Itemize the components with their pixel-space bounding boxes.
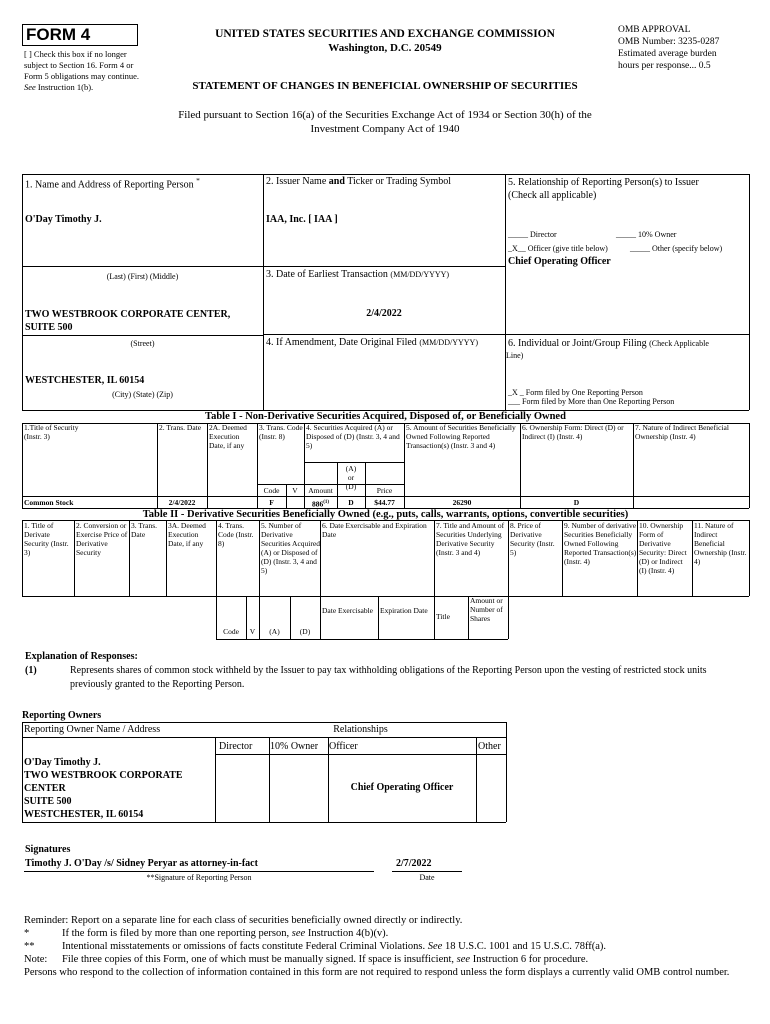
t1-h-deemed-date: 2A. Deemed Execution Date, if any (209, 423, 247, 450)
t2-h-price: 8. Price of Derivative Security (Instr. 5) (510, 521, 555, 557)
footnote-double-star: ** Intentional misstatements or omissions of facts constitute Federal Criminal Violations. See 18 U.S.C. 1001 and 15 U.S.C. 78ff(a). (24, 941, 607, 952)
owners-col-officer: Officer (329, 741, 358, 752)
signer-name: Timothy J. O'Day /s/ Sidney Peryar as attorney-in-fact (25, 858, 258, 869)
t1-sub-price: Price (376, 486, 393, 495)
date-label: Date (419, 873, 435, 882)
t1-row-form: D (573, 498, 580, 507)
owners-col-ten-pct: 10% Owner (270, 741, 319, 752)
filing-one-person: _X _ Form filed by One Reporting Person (508, 388, 643, 397)
t1-row-owned: 26290 (452, 498, 472, 507)
form-title: FORM 4 (26, 25, 91, 44)
owners-col-director: Director (219, 741, 253, 752)
t2-sub-d: (D) (299, 627, 311, 636)
owners-heading: Reporting Owners (22, 710, 102, 721)
t1-sub-aord: (A) or (D) (345, 464, 357, 491)
box6-label: 6. Individual or Joint/Group Filing (Check Applicable (508, 338, 709, 349)
footer-notes (24, 914, 754, 979)
table2-title: Table II - Derivative Securities Beneficially Owned (e.g., puts, calls, warrants, options, convertible securities) (142, 509, 629, 520)
explanation-text: Represents shares of common stock withheld by the Issuer to pay tax withholding obligations of the Reporting Person upon the vesting of restricted stock units previously granted to the Reporting Person. (70, 665, 707, 690)
box2-label: 2. Issuer Name and Ticker or Trading Symbol (266, 176, 452, 187)
signatures-heading: Signatures (25, 844, 71, 855)
t2-sub-a: (A) (269, 627, 280, 636)
officer-title: Chief Operating Officer (508, 256, 611, 267)
omb-notice: Persons who respond to the collection of information contained in this form are not required to respond unless the form displays a currently valid OMB control number. (24, 967, 730, 978)
t2-h-ownership-form: 10. Ownership Form of Derivative Security: Direct (D) or Indirect (I) (Instr. 4) (639, 521, 687, 575)
omb-title: OMB APPROVAL (618, 25, 691, 35)
filing-more-persons: ___ Form filed by More than One Reporting Person (508, 397, 675, 406)
t1-h-nature: 7. Nature of Indirect Beneficial Ownership (Instr. 4) (635, 423, 729, 441)
t2-sub-date-ex: Date Exercisable (322, 606, 374, 615)
omb-number: OMB Number: 3235-0287 (618, 37, 720, 47)
city-state-zip: WESTCHESTER, IL 60154 (25, 375, 145, 386)
t2-sub-code: Code (223, 627, 239, 636)
box1-label: 1. Name and Address of Reporting Person * (25, 176, 200, 191)
owner-officer-value: Chief Operating Officer (350, 782, 454, 793)
owners-col-name: Reporting Owner Name / Address (24, 724, 161, 735)
signature-label: **Signature of Reporting Person (146, 873, 252, 882)
t2-h-trans-date: 3. Trans. Date (131, 521, 158, 539)
owners-col-relationships: Relationships (333, 724, 388, 735)
box5-label: 5. Relationship of Reporting Person(s) to Issuer (Check all applicable) (508, 177, 699, 201)
relationship-other: _____ Other (specify below) (630, 244, 723, 253)
reminder: Reminder: Report on a separate line for each class of securities beneficially owned directly or indirectly. (24, 915, 463, 926)
footnote-star: * If the form is filed by more than one reporting person, see Instruction 4(b)(v). (24, 928, 389, 939)
t2-sub-exp: Expiration Date (380, 606, 428, 615)
issuer-name: IAA, Inc. [ IAA ] (266, 214, 338, 225)
t2-h-conversion: 2. Conversion or Exercise Price of Derivative Security (76, 521, 128, 557)
t1-row-amount: 886$^{(1)}$ (311, 499, 330, 509)
t2-h-nature: 11. Nature of Indirect Beneficial Ownership (Instr. 4) (694, 521, 747, 566)
t1-sub-v: V (292, 486, 298, 495)
signature-date: 2/7/2022 (396, 858, 432, 869)
agency-name: UNITED STATES SECURITIES AND EXCHANGE COMMISSION (215, 28, 555, 40)
t1-row-date: 2/4/2022 (168, 498, 196, 507)
t1-row-price: $44.77 (374, 498, 395, 507)
t2-h-exercisable: 6. Date Exercisable and Expiration Date (322, 521, 427, 539)
box4-label: 4. If Amendment, Date Original Filed (MM/DD/YYYY) (266, 337, 478, 348)
t2-sub-title: Title (436, 612, 450, 621)
t1-h-owned: 5. Amount of Securities Beneficially Owned Following Reported Transaction(s) (Instr. 3 and 4) (406, 423, 516, 450)
city-label: (City) (State) (Zip) (112, 390, 173, 399)
relationship-ten-pct: _____ 10% Owner (616, 230, 677, 239)
t1-h-trans-code: 3. Trans. Code (Instr. 8) (259, 423, 303, 441)
relationship-officer: _X__ Officer (give title below) (508, 244, 608, 253)
box3-label: 3. Date of Earliest Transaction (MM/DD/YYYY) (266, 269, 450, 280)
t1-row-aord: D (348, 498, 354, 507)
owners-col-other: Other (478, 741, 501, 752)
t2-h-title: 1. Title of Derivate Security (Instr. 3) (24, 521, 69, 557)
t1-h-ownership-form: 6. Ownership Form: Direct (D) or Indirect (I) (Instr. 4) (522, 423, 624, 441)
t2-h-number: 5. Number of Derivative Securities Acquired (A) or Disposed of (D) (Instr. 3, 4 and 5) (261, 521, 320, 575)
t1-row-title: Common Stock (24, 498, 74, 507)
t1-h-title: 1.Title of Security (Instr. 3) (24, 423, 79, 441)
owner-name-address: O'Day Timothy J. TWO WESTBROOK CORPORATE CENTER SUITE 500 WESTCHESTER, IL 60154 (24, 757, 183, 820)
no-longer-subject-checkbox-text[interactable]: [ ] Check this box if no longer subject to Section 16. Form 4 or Form 5 obligations may continue. See Instruction 1(b). (24, 49, 139, 92)
t1-h-acquired: 4. Securities Acquired (A) or Disposed of (D) (Instr. 3, 4 and 5) (306, 423, 400, 450)
agency-location: Washington, D.C. 20549 (328, 42, 442, 54)
name-parts-label: (Last) (First) (Middle) (106, 272, 179, 281)
t2-h-trans-code: 4. Trans. Code (Instr. 8) (218, 521, 254, 548)
note: Note: File three copies of this Form, one of which must be manually signed. If space is insufficient, see Instruction 6 for procedure. (24, 954, 589, 965)
omb-approval (618, 24, 758, 72)
box6-label-line: Line) (506, 351, 524, 360)
omb-hours: hours per response... 0.5 (618, 61, 711, 71)
t2-h-number-owned: 9. Number of derivative Securities Beneficially Owned Following Reported Transaction(s) (Instr. 4) (564, 521, 637, 566)
explanation-num: (1) (25, 665, 37, 676)
t2-h-deemed-date: 3A. Deemed Execution Date, if any (168, 521, 206, 548)
t1-sub-amount: Amount (308, 486, 333, 495)
form-title-box (22, 24, 138, 46)
t2-h-underlying: 7. Title and Amount of Securities Underlying Derivative Security (Instr. 3 and 4) (436, 521, 505, 557)
omb-burden: Estimated average burden (618, 49, 717, 59)
t1-h-trans-date: 2. Trans. Date (159, 423, 202, 432)
t1-row-code: F (269, 498, 274, 507)
explanation-heading: Explanation of Responses: (25, 651, 138, 662)
filed-pursuant: Filed pursuant to Section 16(a) of the Securities Exchange Act of 1934 or Section 30(h) of the Investment Company Act of 1940 (178, 109, 592, 135)
relationship-director: _____ Director (508, 230, 557, 239)
t2-sub-amount: Amount or Number of Shares (470, 596, 503, 623)
table1-title: Table I - Non-Derivative Securities Acquired, Disposed of, or Beneficially Owned (205, 411, 566, 422)
street-label: (Street) (130, 339, 155, 348)
statement-title: STATEMENT OF CHANGES IN BENEFICIAL OWNERSHIP OF SECURITIES (192, 80, 578, 92)
t2-sub-v: V (249, 627, 256, 636)
earliest-transaction-date: 2/4/2022 (366, 308, 402, 319)
street-address: TWO WESTBROOK CORPORATE CENTER, SUITE 500 (25, 309, 231, 333)
t1-sub-code: Code (263, 486, 280, 495)
reporting-person-name: O'Day Timothy J. (25, 214, 102, 225)
